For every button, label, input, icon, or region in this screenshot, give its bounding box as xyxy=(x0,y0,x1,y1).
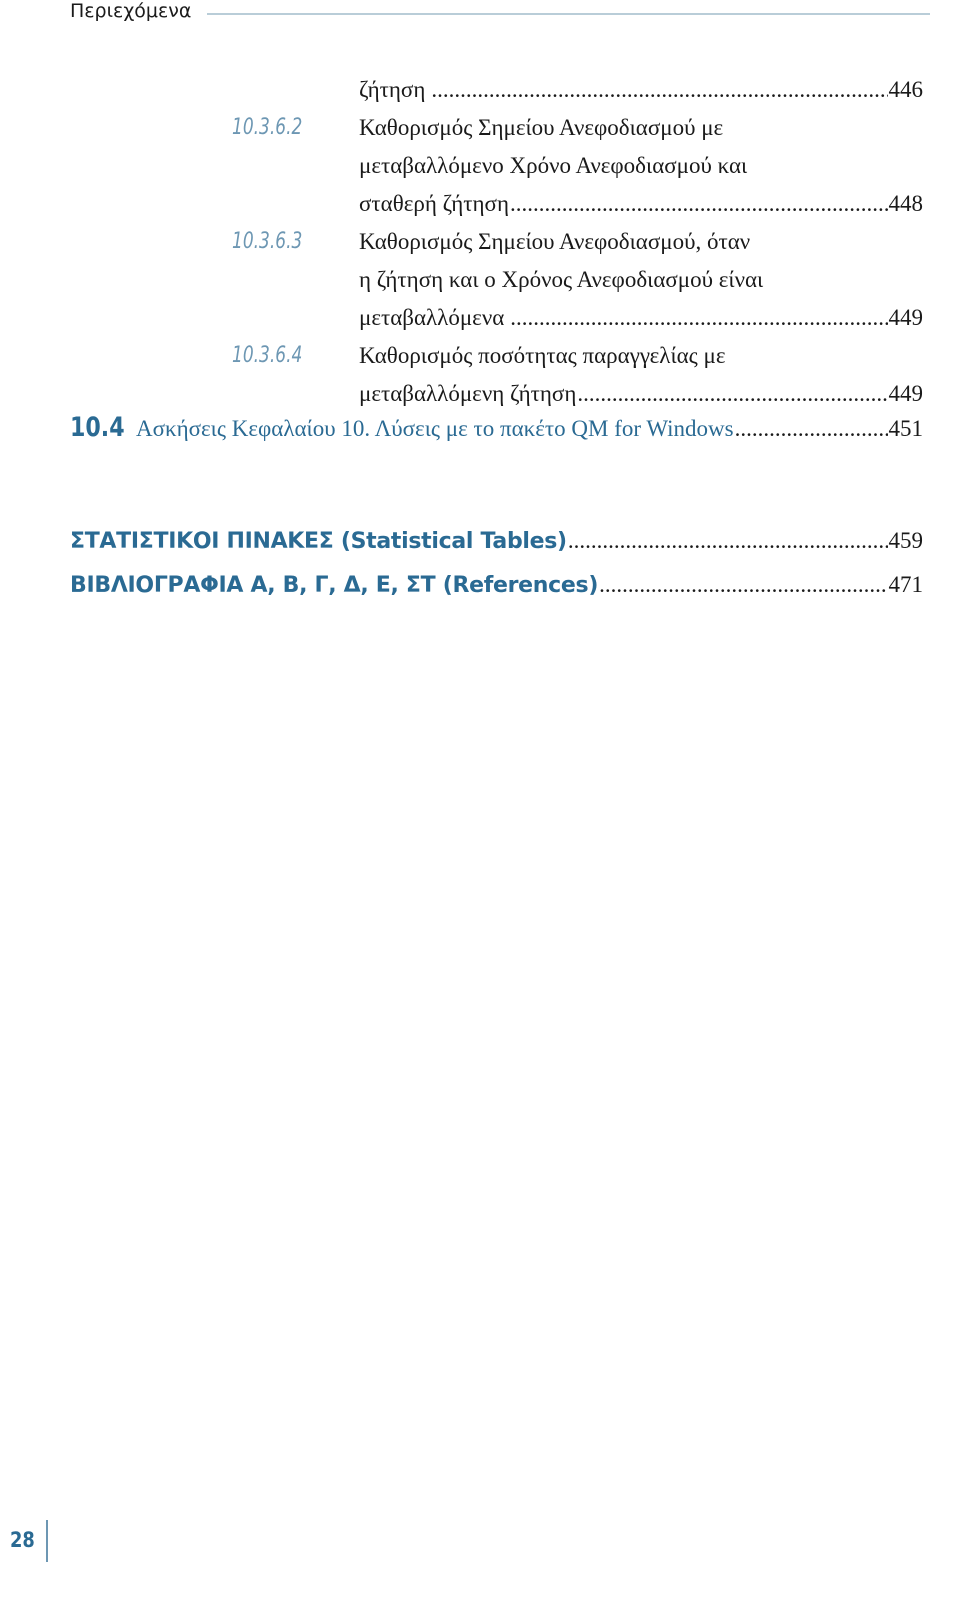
toc-entry-text: ΒΙΒΛΙΟΓΡΑΦΙΑ Α, Β, Γ, Δ, Ε, ΣΤ (References) xyxy=(70,573,599,598)
toc-entry-text: Καθορισμός ποσότητας παραγγελίας με xyxy=(359,343,726,368)
toc-page-number: 459 xyxy=(888,528,923,553)
toc-entry-10-4[interactable] xyxy=(70,412,923,443)
toc-entry-statistical-tables[interactable] xyxy=(70,528,923,554)
toc-entry-10-3-6-2-line2[interactable] xyxy=(359,152,923,180)
toc-entry-10-3-6-3-line2[interactable] xyxy=(359,266,923,294)
toc-entry-text: μεταβαλλόμενο Χρόνο Ανεφοδιασμού και xyxy=(359,153,748,178)
toc-entry-10-3-6-2-line1[interactable] xyxy=(359,114,923,142)
toc-section-number-10-4: 10.4 xyxy=(70,412,125,443)
toc-entry-text: Ασκήσεις Κεφαλαίου 10. Λύσεις με το πακέτο QM for Windows xyxy=(136,416,734,441)
toc-leader-dots xyxy=(599,572,887,598)
toc-leader-dots xyxy=(577,380,887,408)
toc-entry-continuation[interactable] xyxy=(359,76,923,104)
toc-page-number: 471 xyxy=(888,572,923,597)
page-number: 28 xyxy=(10,1528,35,1552)
toc-leader-dots xyxy=(431,76,887,104)
toc-leader-dots xyxy=(510,304,887,332)
toc-entry-10-3-6-4-line1[interactable] xyxy=(359,342,923,370)
toc-entry-text: μεταβαλλόμενη ζήτηση xyxy=(359,381,577,406)
toc-section-number-10-3-6-2: 10.3.6.2 xyxy=(232,115,303,140)
toc-page-number: 448 xyxy=(888,191,923,216)
toc-page-number: 449 xyxy=(888,381,923,406)
toc-entry-references[interactable] xyxy=(70,572,923,598)
page-header xyxy=(70,0,930,26)
page-number-rule xyxy=(46,1520,48,1562)
toc-entry-text: μεταβαλλόμενα xyxy=(359,305,505,330)
running-head-title: Περιεχόμενα xyxy=(70,0,192,22)
toc-leader-dots xyxy=(510,190,888,218)
toc-entry-text: ζήτηση xyxy=(359,77,426,102)
toc-entry-text: Καθορισμός Σημείου Ανεφοδιασμού με xyxy=(359,115,724,140)
toc-section-number-10-3-6-3: 10.3.6.3 xyxy=(232,229,303,254)
toc-entry-text: ΣΤΑΤΙΣΤΙΚΟΙ ΠΙΝΑΚΕΣ (Statistical Tables) xyxy=(70,529,567,554)
header-rule xyxy=(207,13,930,15)
toc-entry-10-3-6-3-line3[interactable] xyxy=(359,304,923,332)
toc-page-number: 446 xyxy=(888,77,923,102)
toc-entry-text: Καθορισμός Σημείου Ανεφοδιασμού, όταν xyxy=(359,229,751,254)
toc-leader-dots xyxy=(568,528,888,554)
toc-page-number: 449 xyxy=(888,305,923,330)
toc-leader-dots xyxy=(735,416,888,442)
toc-entry-10-3-6-3-line1[interactable] xyxy=(359,228,923,256)
toc-entry-text: σταθερή ζήτηση xyxy=(359,191,509,216)
toc-entry-10-3-6-2-line3[interactable] xyxy=(359,190,923,218)
toc-entry-10-3-6-4-line2[interactable] xyxy=(359,380,923,408)
toc-entry-text: η ζήτηση και ο Χρόνος Ανεφοδιασμού είναι xyxy=(359,267,764,292)
toc-section-number-10-3-6-4: 10.3.6.4 xyxy=(232,343,303,368)
toc-page-number: 451 xyxy=(888,416,923,441)
